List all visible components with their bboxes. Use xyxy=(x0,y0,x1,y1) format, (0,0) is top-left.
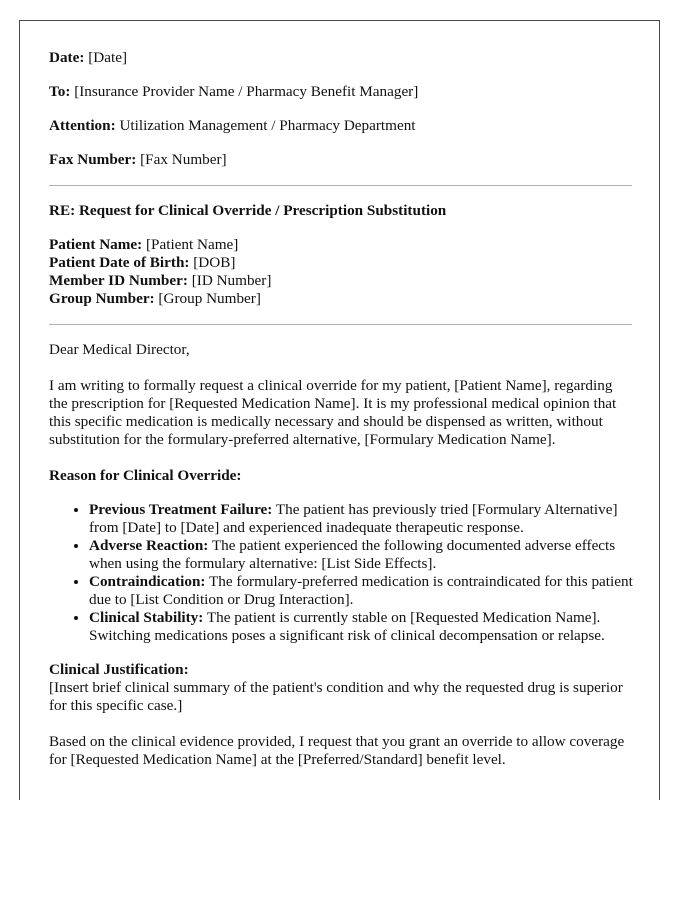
reason-text: The patient has previously tried [Formulary Alternative] from [Date] to [Date] and experienced inadequate therapeutic response. xyxy=(89,501,618,536)
patient-name-value: [Patient Name] xyxy=(146,236,239,253)
attention-value: Utilization Management / Pharmacy Department xyxy=(119,117,416,134)
date-value: [Date] xyxy=(88,49,128,66)
group-number-label: Group Number: xyxy=(49,290,155,307)
to-label: To: xyxy=(49,83,71,100)
divider-top xyxy=(49,185,632,186)
closing-paragraph: Based on the clinical evidence provided, I request that you grant an override to allow coverage for [Requested Medication Name] at the [Preferred/Standard] benefit level. xyxy=(49,733,625,768)
intro-paragraph: I am writing to formally request a clinical override for my patient, [Patient Name], regarding the prescription for [Requested Medication Name]. It is my professional medical opinion that this specific medication is medically necessary and should be dispensed as written, without substitution for the formulary-preferred alternative, [Formulary Medication Name]. xyxy=(49,377,617,448)
letter-content xyxy=(49,49,634,787)
fax-line xyxy=(49,151,634,169)
group-number-value: [Group Number] xyxy=(158,290,261,307)
list-item xyxy=(89,501,634,537)
salutation: Dear Medical Director, xyxy=(49,341,190,358)
list-item xyxy=(89,537,634,573)
reason-title: Clinical Stability: xyxy=(89,609,204,626)
fax-label: Fax Number: xyxy=(49,151,137,168)
to-value: [Insurance Provider Name / Pharmacy Benefit Manager] xyxy=(74,83,419,100)
justification-heading: Clinical Justification: xyxy=(49,661,189,678)
group-number-line xyxy=(49,290,634,308)
date-line xyxy=(49,49,634,67)
reason-title: Contraindication: xyxy=(89,573,206,590)
patient-dob-line xyxy=(49,254,634,272)
letter-page xyxy=(19,20,660,800)
reason-title: Adverse Reaction: xyxy=(89,537,209,554)
list-item xyxy=(89,573,634,609)
reasons-list xyxy=(49,501,634,645)
date-label: Date: xyxy=(49,49,85,66)
reason-text: The formulary-preferred medication is contraindicated for this patient due to [List Condition or Drug Interaction]. xyxy=(89,573,633,608)
subject-line: RE: Request for Clinical Override / Prescription Substitution xyxy=(49,202,447,219)
justification-text: [Insert brief clinical summary of the patient's condition and why the requested drug is superior for this specific case.] xyxy=(49,679,623,714)
to-line xyxy=(49,83,634,101)
member-id-line xyxy=(49,272,634,290)
reason-text: The patient experienced the following documented adverse effects when using the formulary alternative: [List Side Effects]. xyxy=(89,537,616,572)
patient-name-line xyxy=(49,236,634,254)
reasons-heading: Reason for Clinical Override: xyxy=(49,467,242,484)
patient-name-label: Patient Name: xyxy=(49,236,143,253)
fax-value: [Fax Number] xyxy=(140,151,227,168)
reason-title: Previous Treatment Failure: xyxy=(89,501,273,518)
reason-text: The patient is currently stable on [Requested Medication Name]. Switching medications poses a significant risk of clinical decompensation or relapse. xyxy=(89,609,605,644)
attention-label: Attention: xyxy=(49,117,116,134)
divider-bottom xyxy=(49,324,632,325)
patient-dob-value: [DOB] xyxy=(193,254,236,271)
patient-dob-label: Patient Date of Birth: xyxy=(49,254,190,271)
attention-line xyxy=(49,117,634,135)
member-id-label: Member ID Number: xyxy=(49,272,188,289)
list-item xyxy=(89,609,634,645)
member-id-value: [ID Number] xyxy=(191,272,272,289)
